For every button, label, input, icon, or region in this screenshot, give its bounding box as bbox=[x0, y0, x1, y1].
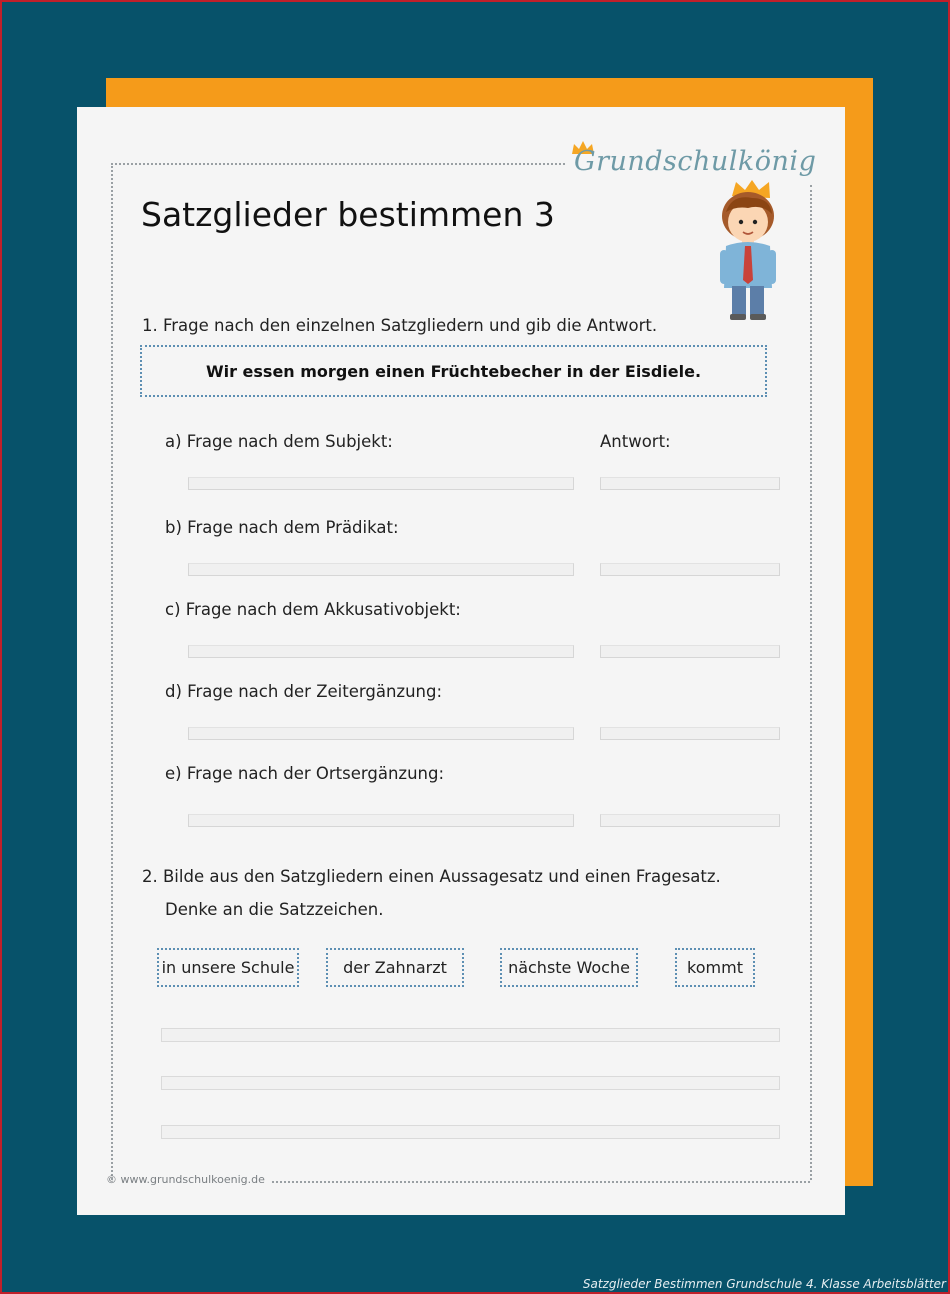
worksheet-title: Satzglieder bestimmen 3 bbox=[141, 195, 555, 234]
question-accusative-object: c) Frage nach dem Akkusativobjekt: bbox=[165, 600, 461, 619]
question-line-predicate[interactable] bbox=[188, 563, 574, 576]
word-chip-label: nächste Woche bbox=[508, 958, 630, 977]
word-chip[interactable] bbox=[675, 948, 755, 987]
logo-text: Grundschulkönig bbox=[574, 146, 817, 177]
writing-line[interactable] bbox=[161, 1076, 780, 1090]
word-chip[interactable] bbox=[157, 948, 299, 987]
question-line-time[interactable] bbox=[188, 727, 574, 740]
answer-line-accusative-object[interactable] bbox=[600, 645, 780, 658]
dotted-border-right bbox=[810, 185, 812, 1180]
dotted-border-bottom bbox=[272, 1181, 810, 1183]
example-sentence: Wir essen morgen einen Früchtebecher in der Eisdiele. bbox=[205, 361, 702, 381]
question-place: e) Frage nach der Ortsergänzung: bbox=[165, 764, 445, 783]
word-chip[interactable] bbox=[326, 948, 464, 987]
task-2-instruction: 2. Bilde aus den Satzgliedern einen Aussagesatz und einen Fragesatz. bbox=[142, 867, 721, 886]
writing-line[interactable] bbox=[161, 1125, 780, 1139]
word-chip-label: kommt bbox=[687, 958, 743, 977]
question-predicate: b) Frage nach dem Prädikat: bbox=[165, 518, 399, 537]
footer-copyright: © www.grundschulkoenig.de bbox=[106, 1173, 265, 1186]
writing-line[interactable] bbox=[161, 1028, 780, 1042]
example-sentence-box bbox=[140, 345, 767, 397]
question-line-subject[interactable] bbox=[188, 477, 574, 490]
word-chip-label: der Zahnarzt bbox=[343, 958, 447, 977]
dotted-border-top bbox=[111, 163, 565, 165]
question-line-accusative-object[interactable] bbox=[188, 645, 574, 658]
answer-line-place[interactable] bbox=[600, 814, 780, 827]
answer-line-subject[interactable] bbox=[600, 477, 780, 490]
answer-line-time[interactable] bbox=[600, 727, 780, 740]
brand-logo bbox=[568, 140, 818, 184]
word-chip-label: in unsere Schule bbox=[161, 958, 295, 977]
boy-king-illustration bbox=[712, 180, 784, 322]
word-chip[interactable] bbox=[500, 948, 638, 987]
question-time: d) Frage nach der Zeitergänzung: bbox=[165, 682, 443, 701]
image-caption: Satzglieder Bestimmen Grundschule 4. Klasse Arbeitsblätter bbox=[582, 1277, 946, 1291]
dotted-border-left bbox=[111, 163, 113, 1180]
task-2-hint: Denke an die Satzzeichen. bbox=[165, 900, 384, 919]
answer-line-predicate[interactable] bbox=[600, 563, 780, 576]
question-subject: a) Frage nach dem Subjekt: bbox=[165, 432, 393, 451]
answer-header: Antwort: bbox=[600, 432, 671, 451]
question-line-place[interactable] bbox=[188, 814, 574, 827]
task-1-instruction: 1. Frage nach den einzelnen Satzgliedern und gib die Antwort. bbox=[142, 316, 658, 335]
